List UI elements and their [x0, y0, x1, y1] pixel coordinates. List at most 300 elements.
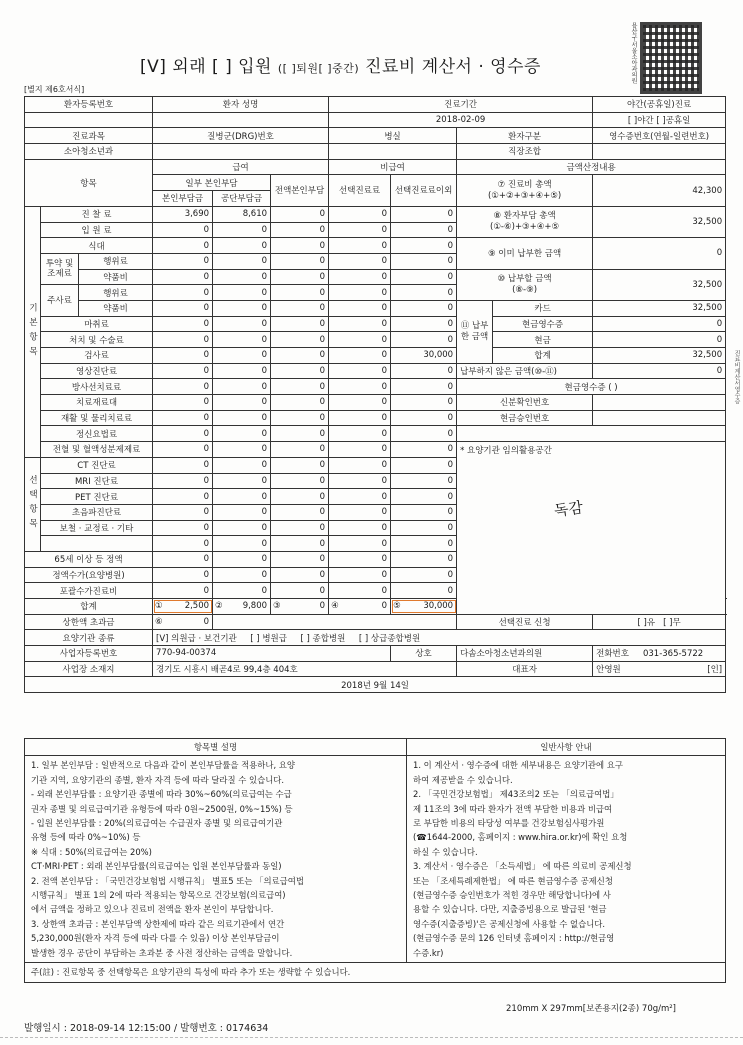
full-self-value: 0: [271, 489, 329, 505]
self-pay-value: 0: [153, 536, 213, 552]
other-selective-value: 0: [391, 410, 457, 426]
notes-table: [24, 738, 726, 983]
self-pay-value: 0: [153, 285, 213, 301]
public-pay-value: 0: [213, 316, 271, 332]
public-pay-value: 0: [213, 583, 271, 599]
other-selective-value: 0: [391, 442, 457, 458]
note-right-line: (☎1644-2000, 홈페이지 : www.hira.or.kr)에 확인 요청: [413, 832, 628, 843]
table-row: [25, 348, 726, 364]
inst-type-options: [153, 630, 726, 646]
col-self-pay: 본인부담금: [153, 191, 213, 207]
table-row: [25, 395, 726, 411]
patient-type-label: 환자구분: [457, 128, 593, 144]
public-pay-value: 0: [213, 300, 271, 316]
total-2-number: ②: [215, 601, 223, 612]
total-3-value: 0: [319, 601, 326, 612]
ceiling-blank: [213, 614, 457, 630]
note-right-line: 3. 계산서 · 영수증은 「소득세법」 에 따른 의료비 공제신청: [413, 861, 632, 872]
item-label: 처치 및 수술료: [41, 332, 153, 348]
night-holiday-options: [593, 112, 726, 128]
total-3: [271, 599, 329, 615]
note-right-line: 하실 수 있습니다.: [413, 846, 478, 857]
total-3-number: ③: [273, 601, 281, 612]
biz-no-value: 770-94-00374: [153, 646, 391, 662]
scan-edge: [0, 1037, 743, 1038]
title-discharge-type: ([ ]퇴원[ ]중간): [277, 62, 360, 75]
phone-cell: [593, 646, 726, 662]
total-4-number: ④: [331, 601, 339, 612]
item-label: 마취료: [41, 316, 153, 332]
dept-label: 진료과목: [25, 128, 153, 144]
calc-sum-value: 32,500: [593, 348, 726, 364]
table-row: [25, 379, 726, 395]
notes-right-body: [407, 756, 726, 963]
calc-already-paid-label: ⑨ 이미 납부한 금액: [457, 238, 593, 269]
full-self-value: 0: [271, 332, 329, 348]
other-selective-value: 0: [391, 222, 457, 238]
public-pay-value: 0: [213, 551, 271, 567]
item-label: 검사료: [41, 348, 153, 364]
full-self-value: 0: [271, 363, 329, 379]
calc-id-no-value: [593, 395, 726, 411]
inst-name-value: 다솜소아청소년과의원: [457, 646, 593, 662]
public-pay-value: 0: [213, 504, 271, 520]
self-pay-value: 0: [153, 583, 213, 599]
inst-type-clinic: [V] 의원급 · 보건기관: [156, 633, 237, 644]
memo-space: * 요양기관 임의활용공간: [457, 442, 726, 615]
note-right-line: 영수증(지출증빙)'은 공제신청에 사용할 수 없습니다.: [413, 918, 606, 929]
note-left-line: 시행규칙」 별표 1의 2에 따라 적용되는 항목으로 건강보험(의료급여): [31, 890, 286, 901]
other-selective-value: 0: [391, 269, 457, 285]
total-2-value: 9,800: [242, 601, 268, 612]
col-item: 항목: [25, 159, 153, 206]
calc-cash-receipt-value: 0: [593, 316, 726, 332]
selective-value: 0: [329, 583, 391, 599]
item-label: 방사선치료료: [41, 379, 153, 395]
table-row: [25, 97, 726, 113]
document-title: [140, 52, 541, 77]
calc-total-formula: (①+②+③+④+⑤): [487, 190, 562, 201]
qr-code: [640, 22, 702, 94]
self-pay-value: 0: [153, 426, 213, 442]
full-self-value: 0: [271, 316, 329, 332]
issue-info: 발행일시 : 2018-09-14 12:15:00 / 발행번호 : 0174634: [24, 1023, 269, 1034]
full-self-value: 0: [271, 473, 329, 489]
public-pay-value: 0: [213, 489, 271, 505]
item-label: 정신요법료: [41, 426, 153, 442]
other-selective-value: 0: [391, 504, 457, 520]
calc-card-label: 카드: [493, 300, 593, 316]
rep-name: 안영원: [596, 665, 621, 676]
calc-total-value: 42,300: [593, 175, 726, 206]
calc-patient-total-label: [457, 206, 593, 237]
note-left-line: 기관 지역, 요양기관의 종별, 환자 자격 등에 따라 달라질 수 있습니다.: [31, 774, 285, 785]
table-row: [25, 269, 726, 285]
title-receipt: 진료비 계산서 · 영수증: [365, 57, 541, 77]
title-visit-type: [V] 외래 [ ] 입원: [140, 57, 272, 77]
total-5-value: 30,000: [423, 601, 454, 612]
selective-value: 0: [329, 316, 391, 332]
table-row: [25, 442, 726, 458]
calc-blank: [457, 426, 726, 442]
phone-label: 전화번호: [596, 649, 629, 660]
total-4: [329, 599, 391, 615]
total-1-number: ①: [155, 601, 163, 612]
self-pay-value: 0: [153, 316, 213, 332]
full-self-value: 0: [271, 551, 329, 567]
calc-total-label: [457, 175, 593, 206]
col-public-pay: 공단부담금: [213, 191, 271, 207]
col-other-selective: 선택진료료이외: [391, 175, 457, 206]
item-label: 약품비: [79, 300, 153, 316]
room-value: [329, 144, 457, 160]
public-pay-value: 0: [213, 520, 271, 536]
selective-value: 0: [329, 300, 391, 316]
full-self-value: 0: [271, 536, 329, 552]
item-label: PET 진단료: [41, 489, 153, 505]
note-left-line: 유형 등에 따라 0%~10%) 등: [31, 832, 141, 843]
total-1-value: 2,500: [184, 601, 210, 612]
selective-value: 0: [329, 567, 391, 583]
notes-right-title: 일반사항 안내: [407, 739, 726, 756]
item-label: 진 찰 료: [41, 206, 153, 222]
selective-items-label: 선택항목: [25, 457, 41, 551]
selective-value: 0: [329, 222, 391, 238]
self-pay-value: 0: [153, 253, 213, 269]
table-row: [25, 300, 726, 316]
selective-value: 0: [329, 457, 391, 473]
note-left-line: 권자 종별 및 의료급여기관 유형등에 따라 0원~2500원, 0%~15%) 등: [31, 803, 293, 814]
charges-table: [24, 96, 726, 693]
full-self-value: 0: [271, 348, 329, 364]
inst-type-tertiary: [ ] 상급종합병원: [358, 633, 421, 644]
table-row: [25, 661, 726, 677]
public-pay-value: 0: [213, 238, 271, 254]
calc-to-pay-value: 32,500: [593, 269, 726, 300]
calc-patient-total-text: ⑧ 환자부담 총액: [493, 211, 556, 221]
reg-no-value: [25, 112, 153, 128]
patient-name-label: 환자 성명: [153, 97, 329, 113]
inst-type-label: 요양기관 종류: [25, 630, 153, 646]
other-selective-value: 0: [391, 567, 457, 583]
full-self-value: 0: [271, 285, 329, 301]
full-self-value: 0: [271, 269, 329, 285]
item-label: 65세 이상 등 정액: [25, 551, 153, 567]
selective-value: 0: [329, 363, 391, 379]
receipt-no-label: 영수증번호(연월-일련번호): [593, 128, 726, 144]
table-row: [25, 128, 726, 144]
self-pay-value: 0: [153, 379, 213, 395]
note-left-line: CT·MRI·PET : 외래 본인부담률(의료급여는 입원 본인부담률과 동일): [31, 861, 282, 872]
self-pay-value: 0: [153, 504, 213, 520]
table-row: [25, 144, 726, 160]
table-row: [25, 206, 726, 222]
qr-side-text: 용산구·서울소아과의원: [630, 22, 637, 84]
notes-left-body: [25, 756, 407, 963]
table-row: [25, 426, 726, 442]
note-right-line: 2. 「국민건강보험법」 제43조의2 또는 「의료급여법」: [413, 789, 619, 800]
public-pay-value: 0: [213, 285, 271, 301]
self-pay-value: 0: [153, 551, 213, 567]
note-left-line: - 외래 본인부담률 : 요양기관 종별에 따라 30%~60%(의료급여는 수급: [31, 789, 292, 800]
biz-no-label: 사업자등록번호: [25, 646, 153, 662]
note-right-line: 로 부담한 비용의 타당성 여부를 건강보험심사평가원: [413, 818, 605, 829]
other-selective-value: 0: [391, 395, 457, 411]
ceiling-amount: 0: [203, 617, 210, 628]
total-5-number: ⑤: [393, 601, 401, 612]
self-pay-value: 0: [153, 238, 213, 254]
inst-type-hospital: [ ] 병원급: [250, 633, 287, 644]
calc-patient-total-value: 32,500: [593, 206, 726, 237]
other-selective-value: 30,000: [391, 348, 457, 364]
self-pay-value: 0: [153, 567, 213, 583]
public-pay-value: 0: [213, 457, 271, 473]
address-label: 사업장 소재지: [25, 661, 153, 677]
self-pay-value: 0: [153, 473, 213, 489]
calc-to-pay-text: ⑩ 납부할 금액: [497, 273, 552, 284]
patient-type-value: 직장조합: [457, 144, 593, 160]
calc-already-paid-value: 0: [593, 238, 726, 269]
calc-sum-label: 합계: [493, 348, 593, 364]
selective-value: 0: [329, 269, 391, 285]
note-right-line: 1. 이 계산서 · 영수증에 대한 세부내용은 요양기관에 요구: [413, 760, 623, 771]
item-label: 약품비: [79, 269, 153, 285]
other-selective-value: 0: [391, 583, 457, 599]
self-pay-value: 0: [153, 222, 213, 238]
public-pay-value: 0: [213, 222, 271, 238]
drg-value: [153, 144, 329, 160]
period-label: 진료기간: [329, 97, 593, 113]
night-label: 야간(공휴일)진료: [593, 97, 726, 113]
note-right-line: 제 11조의 3에 따라 환자가 전액 부담한 비용과 비급여: [413, 803, 613, 814]
public-pay-value: 0: [213, 395, 271, 411]
selective-value: 0: [329, 253, 391, 269]
public-pay-value: 0: [213, 253, 271, 269]
note-left-line: 2. 전액 본인부담 : 「국민건강보험법 시행규칙」 별표5 또는 「의료급여법: [31, 875, 304, 886]
holiday-option: [ ]공휴일: [656, 116, 691, 127]
full-self-value: 0: [271, 442, 329, 458]
selective-value: 0: [329, 551, 391, 567]
total-5: [391, 599, 457, 615]
note-left-line: - 입원 본인부담률 : 20%(의료급여는 수급권자 종별 및 의료급여기관: [31, 818, 283, 829]
note-left-line: ※ 식대 : 50%(의료급여는 20%): [31, 846, 152, 857]
table-row: [25, 630, 726, 646]
calc-unpaid-label: 납부하지 않은 금액(⑩-⑪): [457, 363, 593, 379]
public-pay-value: 0: [213, 379, 271, 395]
public-pay-value: 0: [213, 442, 271, 458]
total-1: [153, 599, 213, 615]
calc-cash-value: 0: [593, 332, 726, 348]
other-selective-value: 0: [391, 489, 457, 505]
selective-value: 0: [329, 426, 391, 442]
full-self-value: 0: [271, 253, 329, 269]
public-pay-value: 0: [213, 410, 271, 426]
calc-total-text: ⑦ 진료비 총액: [497, 179, 552, 190]
phone-value: 031-365-5722: [642, 649, 704, 660]
table-row: [25, 363, 726, 379]
other-selective-value: 0: [391, 206, 457, 222]
reg-no-label: 환자등록번호: [25, 97, 153, 113]
self-pay-value: 0: [153, 442, 213, 458]
self-pay-value: 0: [153, 520, 213, 536]
table-row: [25, 614, 726, 630]
full-self-value: 0: [271, 222, 329, 238]
table-row: [25, 646, 726, 662]
self-pay-value: 0: [153, 269, 213, 285]
other-selective-value: 0: [391, 253, 457, 269]
total-2: [213, 599, 271, 615]
full-self-value: 0: [271, 410, 329, 426]
note-right-line: (현금영수증 승인번호가 적힌 경우만 해당합니다)에 사: [413, 890, 611, 901]
calc-unpaid-value: 0: [593, 363, 726, 379]
select-yes: [ ]유: [637, 618, 656, 629]
col-covered: 급여: [153, 159, 329, 175]
item-label: 재활 및 물리치료료: [41, 410, 153, 426]
public-pay-value: 0: [213, 536, 271, 552]
full-self-value: 0: [271, 583, 329, 599]
item-label: MRI 진단료: [41, 473, 153, 489]
handwritten-note: 독감: [552, 498, 585, 520]
item-label: 포괄수가진료비: [25, 583, 153, 599]
public-pay-value: 0: [213, 363, 271, 379]
table-row: [25, 316, 726, 332]
night-option: [ ]야간: [627, 116, 654, 127]
full-self-value: 0: [271, 504, 329, 520]
dept-value: 소아청소년과: [25, 144, 153, 160]
self-pay-value: 0: [153, 457, 213, 473]
calc-id-no-label: 신분확인번호: [457, 395, 593, 411]
calc-card-value: 32,500: [593, 300, 726, 316]
public-pay-value: 0: [213, 473, 271, 489]
note-left-line: 1. 일부 본인부담 : 일반적으로 다음과 같이 본인부담률을 적용하나, 요양: [31, 760, 295, 771]
selective-value: 0: [329, 238, 391, 254]
full-self-value: 0: [271, 567, 329, 583]
table-row: [25, 332, 726, 348]
table-row: [25, 112, 726, 128]
col-calc: 금액산정내용: [457, 159, 726, 175]
calc-to-pay-label: [457, 269, 593, 300]
self-pay-value: 0: [153, 363, 213, 379]
self-pay-value: 0: [153, 395, 213, 411]
selective-value: 0: [329, 410, 391, 426]
table-row: [25, 410, 726, 426]
self-pay-value: 3,690: [153, 206, 213, 222]
calc-paid-label: ⑪ 납부한 금액: [457, 300, 493, 363]
rep-label: 대표자: [457, 661, 593, 677]
col-full-self: 전액본인부담: [271, 175, 329, 206]
ceiling-number: ⑥: [155, 617, 163, 628]
medicine-group-label: 투약 및 조제료: [41, 253, 79, 284]
public-pay-value: 0: [213, 567, 271, 583]
injection-group-label: 주사료: [41, 285, 79, 316]
inst-type-general: [ ] 종합병원: [300, 633, 346, 644]
full-self-value: 0: [271, 457, 329, 473]
receipt-no-value: [593, 144, 726, 160]
calc-to-pay-formula: (⑧-⑨): [512, 284, 538, 295]
other-selective-value: 0: [391, 520, 457, 536]
full-self-value: 0: [271, 238, 329, 254]
table-row: [25, 159, 726, 175]
col-partial: 일부 본인부담: [153, 175, 271, 191]
item-label: CT 진단료: [41, 457, 153, 473]
selective-value: 0: [329, 504, 391, 520]
item-label: 식대: [41, 238, 153, 254]
form-number: [별지 제6호서식]: [24, 85, 85, 94]
other-selective-value: 0: [391, 363, 457, 379]
full-self-value: 0: [271, 520, 329, 536]
calc-cash-receipt-label: 현금영수증: [493, 316, 593, 332]
selective-value: 0: [329, 395, 391, 411]
selective-value: 0: [329, 379, 391, 395]
self-pay-value: 0: [153, 300, 213, 316]
side-strip-text: 진료비계산서영수증: [733, 350, 740, 404]
notes-left-title: 항목별 설명: [25, 739, 407, 756]
item-label: 행위료: [79, 285, 153, 301]
patient-name-value: [153, 112, 329, 128]
item-label: 치료재료대: [41, 395, 153, 411]
other-selective-value: 0: [391, 426, 457, 442]
table-row: [25, 677, 726, 693]
note-right-line: 수증.kr): [413, 947, 444, 958]
calc-approval-label: 현금승인번호: [457, 410, 593, 426]
treatment-date: 2018-02-09: [329, 112, 593, 128]
full-self-value: 0: [271, 206, 329, 222]
select-no: [ ]무: [663, 618, 681, 629]
selective-value: 0: [329, 206, 391, 222]
calc-cash-receipt-type: 현금영수증 ( ): [457, 379, 726, 395]
select-request-label: 선택진료 신청: [457, 614, 593, 630]
note-right-line: 또는 「조세특례제한법」 에 따른 현금영수증 공제신청: [413, 875, 613, 886]
selective-value: 0: [329, 520, 391, 536]
note-left-line: 5,230,000원(환자 자격 등에 따라 다를 수 있음) 이상 본인부담금이: [31, 933, 280, 944]
public-pay-value: 0: [213, 269, 271, 285]
calc-approval-value: [593, 410, 726, 426]
self-pay-value: 0: [153, 332, 213, 348]
item-label: 보철 · 교정료 · 기타: [41, 520, 153, 536]
other-selective-value: 0: [391, 300, 457, 316]
item-label: [41, 536, 153, 552]
item-label: 행위료: [79, 253, 153, 269]
ceiling-value: [153, 614, 213, 630]
full-self-value: 0: [271, 379, 329, 395]
note-left-line: 3. 상한액 초과금 : 본인부담액 상한제에 따라 같은 의료기관에서 연간: [31, 918, 285, 929]
table-row: [25, 238, 726, 254]
basic-items-label: 기본항목: [25, 206, 41, 457]
selective-value: 0: [329, 536, 391, 552]
full-self-value: 0: [271, 426, 329, 442]
selective-value: 0: [329, 442, 391, 458]
selective-value: 0: [329, 332, 391, 348]
item-label: 영상진단료: [41, 363, 153, 379]
calc-cash-label: 현금: [493, 332, 593, 348]
selective-value: 0: [329, 473, 391, 489]
col-noncovered: 비급여: [329, 159, 457, 175]
self-pay-value: 0: [153, 410, 213, 426]
address-value: 경기도 시흥시 배곧4로 99,4층 404호: [153, 661, 457, 677]
item-label: 입 원 료: [41, 222, 153, 238]
full-self-value: 0: [271, 300, 329, 316]
note-right-line: 용할 수 있습니다. 다만, 지출증빙용으로 발급된 '현금: [413, 904, 607, 915]
selective-value: 0: [329, 348, 391, 364]
calc-patient-total-formula: (①-⑥)+③+④+⑤: [490, 222, 560, 232]
public-pay-value: 0: [213, 426, 271, 442]
paper-size: 210mm X 297mm[보존용지(2종) 70g/m²]: [506, 1004, 676, 1014]
selective-value: 0: [329, 489, 391, 505]
note-left-line: 에서 금액을 정하고 있으나 진료비 전액을 환자 본인이 부담합니다.: [31, 904, 274, 915]
item-label: 정액수가(요양병원): [25, 567, 153, 583]
rep-cell: [593, 661, 726, 677]
totals-label: 합계: [25, 599, 153, 615]
